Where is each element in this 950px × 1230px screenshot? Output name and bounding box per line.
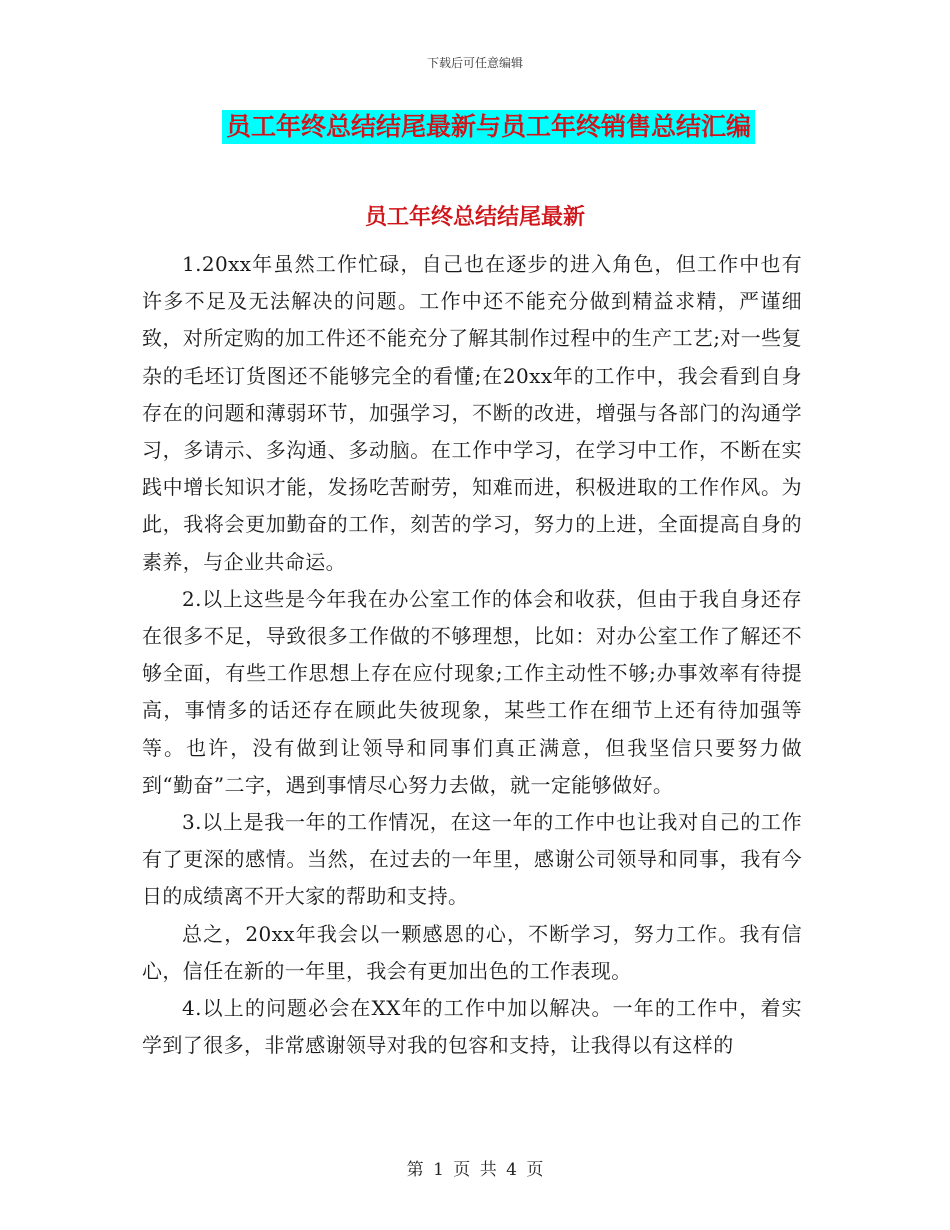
paragraph-3: 3.以上是我一年的工作情况，在这一年的工作中也让我对自己的工作有了更深的感情。当然，在过去的一年里，感谢公司领导和同事，我有今日的成绩离不开大家的帮助和支持。 — [142, 810, 802, 909]
section-title: 员工年终总结结尾最新 — [364, 205, 585, 230]
page-footer: 第 1 页 共 4 页 — [406, 1160, 544, 1180]
header-note: 下载后可任意编辑 — [426, 56, 523, 70]
paragraph-2: 2.以上这些是今年我在办公室工作的体会和收获，但由于我自身还存在很多不足，导致很多工作做的不够理想，比如：对办公室工作了解还不够全面，有些工作思想上存在应付现象;工作主动性不够;办事效率有待提高，事情多的话还存在顾此失彼现象，某些工作在细节上还有待加强等等。也许，没有做到让领导和同事们真正满意，但我坚信只要努力做到“勤奋”二字，遇到事情尽心努力去做，就一定能够做好。 — [142, 586, 802, 797]
paragraph-1: 1.20xx年虽然工作忙碌，自己也在逐步的进入角色，但工作中也有许多不足及无法解决的问题。工作中还不能充分做到精益求精，严谨细致，对所定购的加工件还不能充分了解其制作过程中的生产工艺;对一些复杂的毛坯订货图还不能够完全的看懂;在20xx年的工作中，我会看到自身存在的问题和薄弱环节，加强学习，不断的改进，增强与各部门的沟通学习，多请示、多沟通、多动脑。在工作中学习，在学习中工作，不断在实践中增长知识才能，发扬吃苦耐劳，知难而进，积极进取的工作作风。为此，我将会更加勤奋的工作，刻苦的学习，努力的上进，全面提高自身的素养，与企业共命运。 — [142, 252, 802, 574]
paragraph-5: 4.以上的问题必会在XX年的工作中加以解决。一年的工作中，着实学到了很多，非常感谢领导对我的包容和支持，让我得以有这样的 — [142, 996, 802, 1058]
document-title: 员工年终总结结尾最新与员工年终销售总结汇编 — [222, 110, 755, 144]
paragraph-4: 总之，20xx年我会以一颗感恩的心，不断学习，努力工作。我有信心，信任在新的一年里，我会有更加出色的工作表现。 — [142, 921, 802, 983]
document-body — [142, 246, 802, 1064]
